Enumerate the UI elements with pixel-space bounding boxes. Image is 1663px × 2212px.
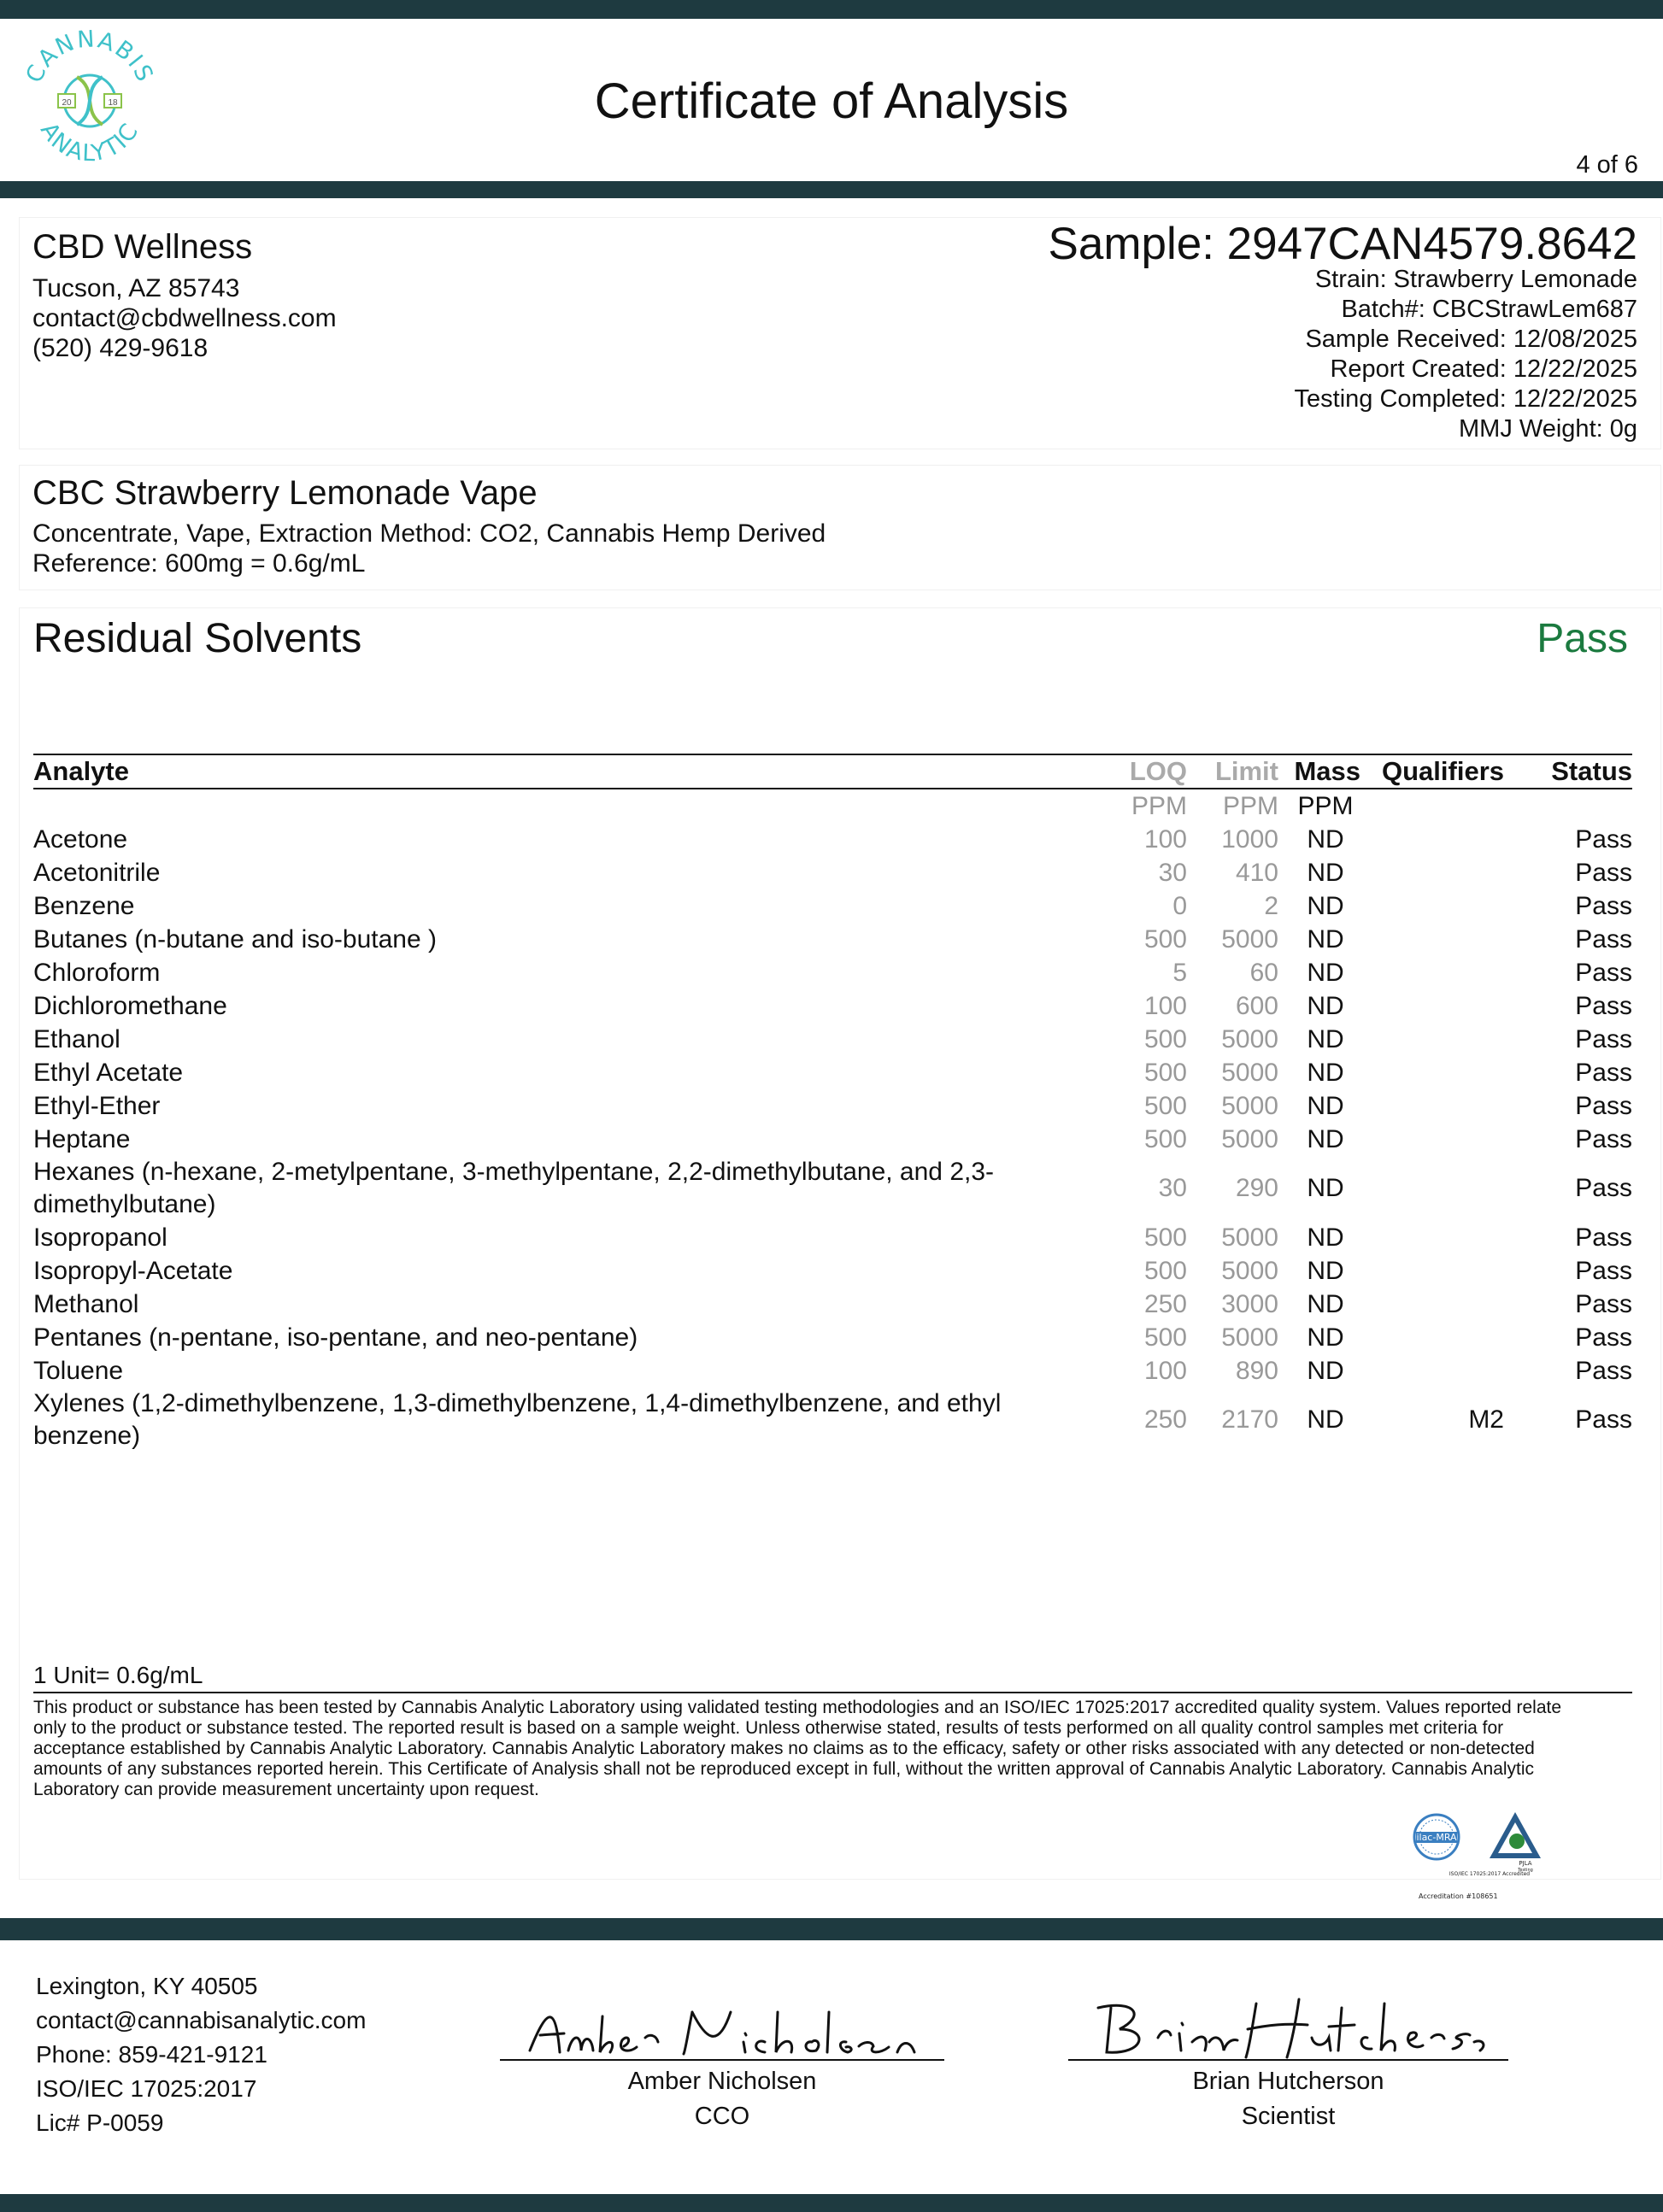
qualifiers-cell (1372, 1321, 1504, 1354)
divider (33, 1692, 1632, 1693)
signer-amber-nicholsen (500, 2059, 944, 2134)
header-mass: Mass (1278, 754, 1372, 789)
qualifiers-cell (1372, 956, 1504, 989)
table-row (33, 1354, 1632, 1388)
limit-cell: 890 (1235, 1356, 1278, 1385)
limit-cell: 60 (1249, 958, 1278, 987)
table-row (33, 1288, 1632, 1321)
analyte-cell: Hexanes (n-hexane, 2-metylpentane, 3-methylpentane, 2,2-dimethylbutane, and 2,3-dimethylbutane) (33, 1158, 995, 1218)
signer-title: Scientist (1241, 2103, 1336, 2130)
analyte-cell: Benzene (33, 891, 135, 920)
lab-iso: ISO/IEC 17025:2017 (36, 2075, 257, 2102)
status-cell: Pass (1575, 1256, 1632, 1285)
limit-cell: 5000 (1221, 1323, 1278, 1352)
status-cell: Pass (1575, 1289, 1632, 1318)
status-cell: Pass (1575, 1091, 1632, 1120)
status-cell: Pass (1575, 991, 1632, 1020)
header-qualifiers: Qualifiers (1372, 754, 1504, 789)
loq-cell: 250 (1143, 1405, 1187, 1434)
loq-cell: 500 (1143, 1223, 1187, 1252)
mass-cell: ND (1307, 1174, 1344, 1202)
analyte-cell: Isopropyl-Acetate (33, 1256, 233, 1285)
limit-cell: 5000 (1221, 1024, 1278, 1053)
unit-note: 1 Unit= 0.6g/mL (33, 1662, 203, 1688)
analyte-cell: Pentanes (n-pentane, iso-pentane, and neo-pentane) (33, 1323, 638, 1352)
mass-cell: ND (1307, 1405, 1344, 1434)
limit-cell: 5000 (1221, 1124, 1278, 1153)
limit-cell: 5000 (1221, 924, 1278, 953)
qualifiers-cell: M2 (1468, 1405, 1504, 1434)
status-cell: Pass (1575, 1323, 1632, 1352)
mass-cell: ND (1307, 991, 1344, 1020)
limit-cell: 5000 (1221, 1256, 1278, 1285)
status-cell: Pass (1575, 1174, 1632, 1202)
qualifiers-cell (1372, 1056, 1504, 1089)
status-cell: Pass (1575, 891, 1632, 920)
mass-cell: ND (1307, 1058, 1344, 1087)
analyte-cell: Heptane (33, 1124, 131, 1153)
qualifiers-cell (1372, 1354, 1504, 1388)
svg-text:ilac-MRA: ilac-MRA (1416, 1832, 1457, 1843)
header-divider-band (0, 181, 1663, 198)
mass-cell: ND (1307, 891, 1344, 920)
qualifiers-cell (1372, 856, 1504, 889)
client-city: Tucson, AZ 85743 (32, 274, 240, 302)
table-row (33, 923, 1632, 956)
table-row (33, 1321, 1632, 1354)
unit-limit: PPM (1222, 791, 1278, 820)
qualifiers-cell (1372, 1221, 1504, 1254)
qualifiers-cell (1372, 1288, 1504, 1321)
svg-text:18: 18 (108, 98, 118, 108)
ilac-mra-icon (1414, 1815, 1459, 1859)
table-row (33, 1023, 1632, 1056)
client-contact (32, 273, 337, 363)
loq-cell: 30 (1158, 1174, 1187, 1202)
loq-cell: 100 (1143, 824, 1187, 854)
svg-text:Testing: Testing (1518, 1868, 1533, 1873)
bottom-band (0, 2194, 1663, 2212)
status-cell: Pass (1575, 858, 1632, 887)
mass-cell: ND (1307, 1289, 1344, 1318)
units-row (33, 789, 1632, 823)
qualifiers-cell (1372, 889, 1504, 923)
signer-brian-hutcherson (1068, 2059, 1508, 2134)
lab-email: contact@cannabisanalytic.com (36, 2007, 367, 2033)
residual-solvents-table (33, 754, 1632, 1452)
sample-strain: Strain: Strawberry Lemonade (1314, 266, 1637, 293)
status-cell: Pass (1575, 1405, 1632, 1434)
section-status-badge: Pass (1537, 616, 1628, 661)
testing-completed: Testing Completed: 12/22/2025 (1294, 385, 1637, 413)
loq-cell: 500 (1143, 1256, 1187, 1285)
table-row (33, 889, 1632, 923)
loq-cell: 500 (1143, 924, 1187, 953)
table-row (33, 856, 1632, 889)
analyte-cell: Acetone (33, 824, 128, 854)
limit-cell: 290 (1235, 1174, 1278, 1202)
table-row (33, 1123, 1632, 1156)
table-row (33, 1388, 1632, 1452)
svg-text:20: 20 (62, 98, 72, 108)
table-row (33, 1056, 1632, 1089)
disclaimer-text: This product or substance has been tested by Cannabis Analytic Laboratory using validated testing methodologies and an ISO/IEC 17025:2017 accredited quality system. Values reported relate only to the product or substance tested. The reported result is based on a sample weight. Unless otherwise stated, results of tests performed on all quality control samples met criteria for acceptance established by Cannabis Analytic Laboratory. Cannabis Analytic Laboratory makes no claims as to the efficacy, safety or other risks associated with any detected or non-detected amounts of any substances reported herein. This Certificate of Analysis shall not be reproduced except in full, without the written approval of Cannabis Analytic Laboratory. Cannabis Analytic Laboratory can provide measurement uncertainty upon request. (33, 1698, 1562, 1799)
analyte-cell: Butanes (n-butane and iso-butane ) (33, 924, 437, 953)
header-analyte: Analyte (33, 754, 1110, 789)
mass-cell: ND (1307, 1223, 1344, 1252)
header-band (0, 0, 1663, 19)
header-loq: LOQ (1110, 754, 1187, 789)
accreditation-number: Accreditation #108651 (1419, 1892, 1498, 1900)
table-row (33, 1254, 1632, 1288)
mmj-weight: MMJ Weight: 0g (1459, 415, 1637, 443)
product-panel (20, 466, 1660, 590)
svg-text:PJLA: PJLA (1519, 1860, 1532, 1867)
table-row (33, 823, 1632, 856)
loq-cell: 100 (1143, 991, 1187, 1020)
header-limit: Limit (1187, 754, 1278, 789)
lab-city: Lexington, KY 40505 (36, 1973, 258, 1999)
analyte-cell: Chloroform (33, 958, 161, 987)
product-name: CBC Strawberry Lemonade Vape (32, 474, 538, 512)
loq-cell: 500 (1143, 1024, 1187, 1053)
status-cell: Pass (1575, 1058, 1632, 1087)
mass-cell: ND (1307, 1091, 1344, 1120)
mass-cell: ND (1307, 824, 1344, 854)
unit-mass: PPM (1297, 791, 1354, 820)
mass-cell: ND (1307, 1356, 1344, 1385)
client-name: CBD Wellness (32, 228, 253, 266)
footer-band (0, 1918, 1663, 1940)
client-panel (20, 218, 1660, 449)
limit-cell: 5000 (1221, 1058, 1278, 1087)
analyte-cell: Dichloromethane (33, 991, 227, 1020)
loq-cell: 500 (1143, 1323, 1187, 1352)
sample-batch: Batch#: CBCStrawLem687 (1341, 296, 1637, 323)
product-description: Concentrate, Vape, Extraction Method: CO2, Cannabis Hemp Derived (32, 519, 826, 548)
limit-cell: 2 (1264, 891, 1278, 920)
table-row (33, 1089, 1632, 1123)
mass-cell: ND (1307, 1256, 1344, 1285)
header-status: Status (1504, 754, 1632, 789)
status-cell: Pass (1575, 1124, 1632, 1153)
loq-cell: 30 (1158, 858, 1187, 887)
qualifiers-cell (1372, 1156, 1504, 1221)
qualifiers-cell (1372, 1023, 1504, 1056)
analyte-cell: Methanol (33, 1289, 139, 1318)
table-header-row (33, 754, 1632, 789)
qualifiers-cell (1372, 1123, 1504, 1156)
qualifiers-cell (1372, 1089, 1504, 1123)
lab-contact (36, 1969, 366, 2140)
sample-received: Sample Received: 12/08/2025 (1305, 326, 1637, 353)
page-number: 4 of 6 (1576, 151, 1638, 179)
signature-amber-nicholsen (521, 1999, 923, 2068)
loq-cell: 500 (1143, 1124, 1187, 1153)
analyte-cell: Toluene (33, 1356, 124, 1385)
limit-cell: 5000 (1221, 1223, 1278, 1252)
loq-cell: 500 (1143, 1091, 1187, 1120)
qualifiers-cell (1372, 923, 1504, 956)
client-email: contact@cbdwellness.com (32, 304, 337, 332)
table-row (33, 1156, 1632, 1221)
document-title: Certificate of Analysis (594, 73, 1069, 129)
analyte-cell: Isopropanol (33, 1223, 167, 1252)
limit-cell: 600 (1235, 991, 1278, 1020)
signature-brian-hutcherson (1085, 1991, 1496, 2068)
mass-cell: ND (1307, 958, 1344, 987)
product-reference: Reference: 600mg = 0.6g/mL (32, 549, 366, 578)
status-cell: Pass (1575, 1223, 1632, 1252)
unit-loq: PPM (1131, 791, 1187, 820)
mass-cell: ND (1307, 1024, 1344, 1053)
loq-cell: 100 (1143, 1356, 1187, 1385)
analyte-cell: Ethanol (33, 1024, 120, 1053)
sample-id: Sample: 2947CAN4579.8642 (1048, 219, 1637, 269)
limit-cell: 1000 (1221, 824, 1278, 854)
signer-name: Brian Hutcherson (1192, 2068, 1384, 2095)
signer-title: CCO (694, 2103, 750, 2130)
svg-text:CANNABIS: CANNABIS (21, 26, 159, 87)
analyte-cell: Acetonitrile (33, 858, 161, 887)
svg-text:ANALYTIC: ANALYTIC (34, 117, 145, 167)
mass-cell: ND (1307, 858, 1344, 887)
section-title: Residual Solvents (33, 616, 362, 661)
table-row (33, 989, 1632, 1023)
iso-accredited-label: ISO/IEC 17025:2017 Accredited (1449, 1871, 1531, 1877)
analyte-cell: Ethyl Acetate (33, 1058, 184, 1087)
limit-cell: 410 (1235, 858, 1278, 887)
status-cell: Pass (1575, 1024, 1632, 1053)
status-cell: Pass (1575, 824, 1632, 854)
loq-cell: 250 (1143, 1289, 1187, 1318)
accreditation-badges (1404, 1809, 1566, 1877)
lab-phone: Phone: 859-421-9121 (36, 2041, 267, 2068)
lab-license: Lic# P-0059 (36, 2109, 164, 2136)
client-phone: (520) 429-9618 (32, 334, 209, 362)
product-details (32, 519, 826, 578)
loq-cell: 500 (1143, 1058, 1187, 1087)
limit-cell: 3000 (1221, 1289, 1278, 1318)
report-created: Report Created: 12/22/2025 (1330, 355, 1637, 383)
loq-cell: 5 (1172, 958, 1187, 987)
analyte-cell: Ethyl-Ether (33, 1091, 161, 1120)
signer-name: Amber Nicholsen (627, 2068, 817, 2095)
status-cell: Pass (1575, 1356, 1632, 1385)
status-cell: Pass (1575, 958, 1632, 987)
analyte-cell: Xylenes (1,2-dimethylbenzene, 1,3-dimethylbenzene, 1,4-dimethylbenzene, and ethyl benzene) (33, 1389, 1002, 1450)
sample-meta (1295, 265, 1637, 444)
table-row (33, 1221, 1632, 1254)
table-row (33, 956, 1632, 989)
status-cell: Pass (1575, 924, 1632, 953)
qualifiers-cell (1372, 823, 1504, 856)
mass-cell: ND (1307, 1323, 1344, 1352)
pjla-icon (1490, 1812, 1541, 1873)
mass-cell: ND (1307, 1124, 1344, 1153)
loq-cell: 0 (1172, 891, 1187, 920)
limit-cell: 2170 (1221, 1405, 1278, 1434)
results-panel (20, 608, 1660, 1879)
mass-cell: ND (1307, 924, 1344, 953)
qualifiers-cell (1372, 989, 1504, 1023)
qualifiers-cell (1372, 1254, 1504, 1288)
limit-cell: 5000 (1221, 1091, 1278, 1120)
